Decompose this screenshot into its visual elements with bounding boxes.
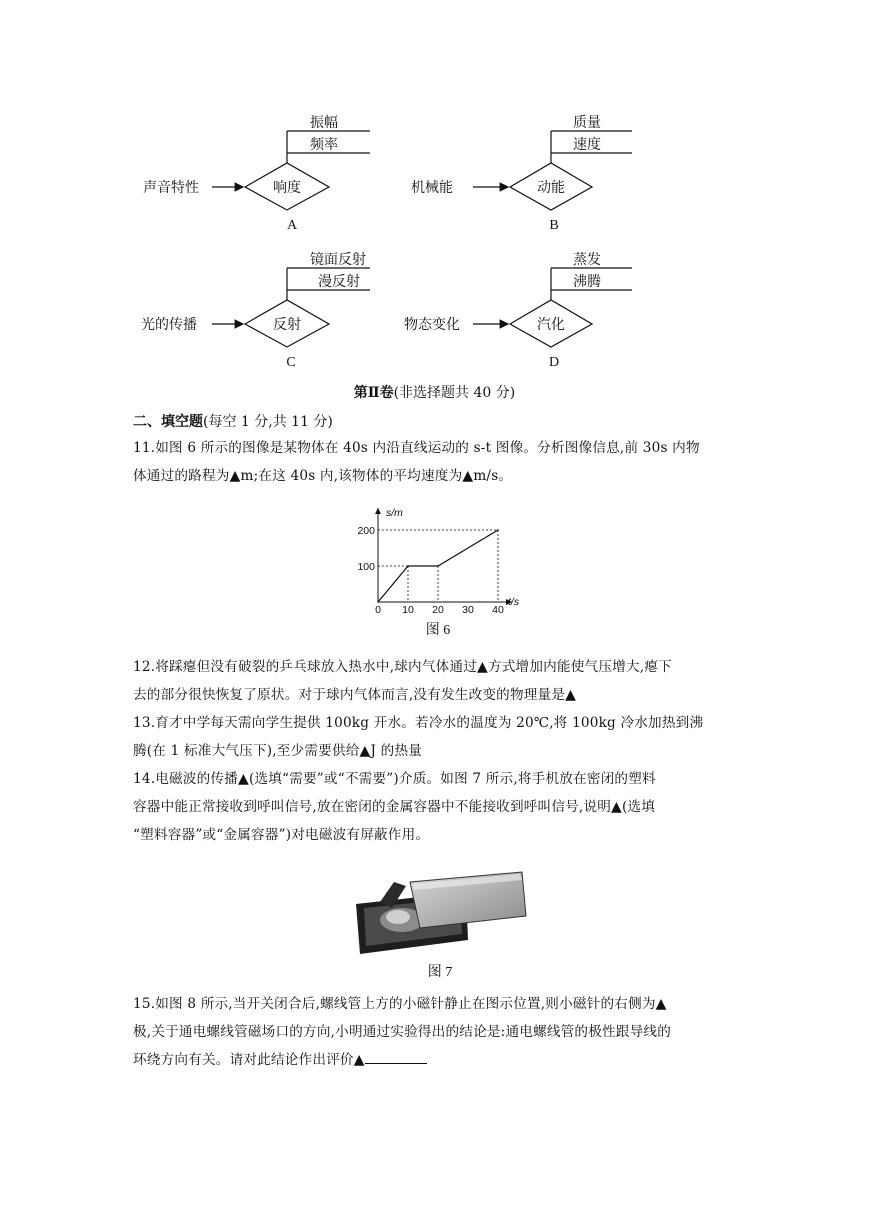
answer-marker: ▲ <box>477 659 488 675</box>
diagram-d <box>404 251 632 370</box>
diagram-a-branch1: 振幅 <box>310 115 338 131</box>
data-point <box>407 565 409 567</box>
figure-6-chart <box>355 502 520 642</box>
x-tick-label: 30 <box>462 604 474 616</box>
section-title <box>0 382 869 402</box>
figure-7-caption: 图 7 <box>427 965 453 980</box>
y-axis-arrow <box>375 508 381 514</box>
q12-line1: 12.将踩瘪但没有破裂的乒乓球放入热水中,球内气体通过▲方式增加内能使气压增大,瘪下 <box>133 659 672 675</box>
question-13 <box>133 709 739 765</box>
diagram-d-letter: D <box>548 355 560 370</box>
figure-6-caption: 图 6 <box>425 623 451 638</box>
diagram-b <box>411 115 632 233</box>
answer-marker: ▲ <box>353 1052 365 1068</box>
question-12 <box>133 653 739 709</box>
heading-title: 二、填空题 <box>133 414 203 430</box>
diagram-d-left: 物态变化 <box>404 317 460 333</box>
figure-7-image <box>350 862 530 982</box>
q11-line2: 体通过的路程为▲m;在这 40s 内,该物体的平均速度为▲m/s。 <box>133 468 513 484</box>
diagram-d-branch2: 沸腾 <box>573 274 601 290</box>
q15-line3: 环绕方向有关。请对此结论作出评价▲ <box>133 1046 739 1074</box>
diagram-b-left: 机械能 <box>411 180 453 196</box>
q13-line2: 腾(在 1 标准大气压下),至少需要供给▲J 的热量 <box>133 743 423 759</box>
y-axis-label: s/m <box>386 507 403 519</box>
diagram-c-left: 光的传播 <box>141 317 197 333</box>
answer-marker: ▲ <box>229 468 241 484</box>
diagram-c-branch2: 漫反射 <box>318 274 360 290</box>
section-title-main: 第Ⅱ卷 <box>353 385 394 401</box>
answer-marker: ▲ <box>655 996 667 1012</box>
diagram-a-letter: A <box>286 218 298 233</box>
q11-line1: 11.如图 6 所示的图像是某物体在 40s 内沿直线运动的 s-t 图像。分析图像信息,前 30s 内物 <box>133 440 700 456</box>
x-axis-label: t/s <box>508 596 520 608</box>
diagram-c-branch1: 镜面反射 <box>310 252 366 268</box>
diagram-c <box>141 251 370 370</box>
diagram-a-center: 响度 <box>273 180 301 196</box>
answer-marker: ▲ <box>359 743 371 759</box>
q15-line2: 极,关于通电螺线管磁场口的方向,小明通过实验得出的结论是:通电螺线管的极性跟导线的 <box>133 1024 671 1040</box>
x-tick-label: 10 <box>402 604 414 616</box>
q14-line1: 14.电磁波的传播▲(选填“需要”或“不需要”)介质。如图 7 所示,将手机放在密闭的塑料 <box>133 771 656 787</box>
diagram-a-left: 声音特性 <box>143 180 199 196</box>
heading-note: (每空 1 分,共 11 分) <box>203 414 333 430</box>
diagram-b-letter: B <box>549 218 559 233</box>
data-point <box>377 601 379 603</box>
q13-line1: 13.育才中学每天需向学生提供 100kg 开水。若冷水的温度为 20℃,将 100kg 冷水加热到沸 <box>133 715 704 731</box>
question-11 <box>133 434 739 490</box>
q12-line2: 去的部分很快恢复了原状。对于球内气体而言,没有发生改变的物理量是▲ <box>133 687 577 703</box>
diagram-d-center: 汽化 <box>537 317 565 333</box>
diagram-b-branch1: 质量 <box>573 115 601 131</box>
q15-line1: 15.如图 8 所示,当开关闭合后,螺线管上方的小磁针静止在图示位置,则小磁针的右侧为▲ <box>133 996 667 1012</box>
answer-marker: ▲ <box>565 687 577 703</box>
x-tick-label: 40 <box>492 604 504 616</box>
data-point <box>497 529 499 531</box>
question-15 <box>133 990 739 1074</box>
question-14 <box>133 765 739 849</box>
y-tick-label: 200 <box>357 525 375 537</box>
concept-diagrams <box>0 0 869 380</box>
answer-marker: ▲ <box>462 468 474 484</box>
diagram-c-letter: C <box>286 355 296 370</box>
section-title-sub: (非选择题共 40 分) <box>393 385 516 401</box>
diagram-a-branch2: 频率 <box>310 137 338 153</box>
data-point <box>437 565 439 567</box>
q14-line3: “塑料容器”或“金属容器”)对电磁波有屏蔽作用。 <box>133 827 430 843</box>
answer-blank <box>365 1049 427 1064</box>
y-tick-label: 100 <box>357 561 375 573</box>
fill-blank-heading <box>133 411 333 431</box>
diagram-b-branch2: 速度 <box>573 137 601 153</box>
x-tick-label: 0 <box>375 604 381 616</box>
diagram-d-branch1: 蒸发 <box>573 252 601 268</box>
diagram-b-center: 动能 <box>537 180 565 196</box>
diagram-c-center: 反射 <box>273 317 301 333</box>
answer-marker: ▲ <box>611 799 622 815</box>
q14-line2: 容器中能正常接收到呼叫信号,放在密闭的金属容器中不能接收到呼叫信号,说明▲(选填 <box>133 799 656 815</box>
x-tick-label: 20 <box>432 604 444 616</box>
diagram-a <box>143 114 370 233</box>
answer-marker: ▲ <box>237 771 249 787</box>
